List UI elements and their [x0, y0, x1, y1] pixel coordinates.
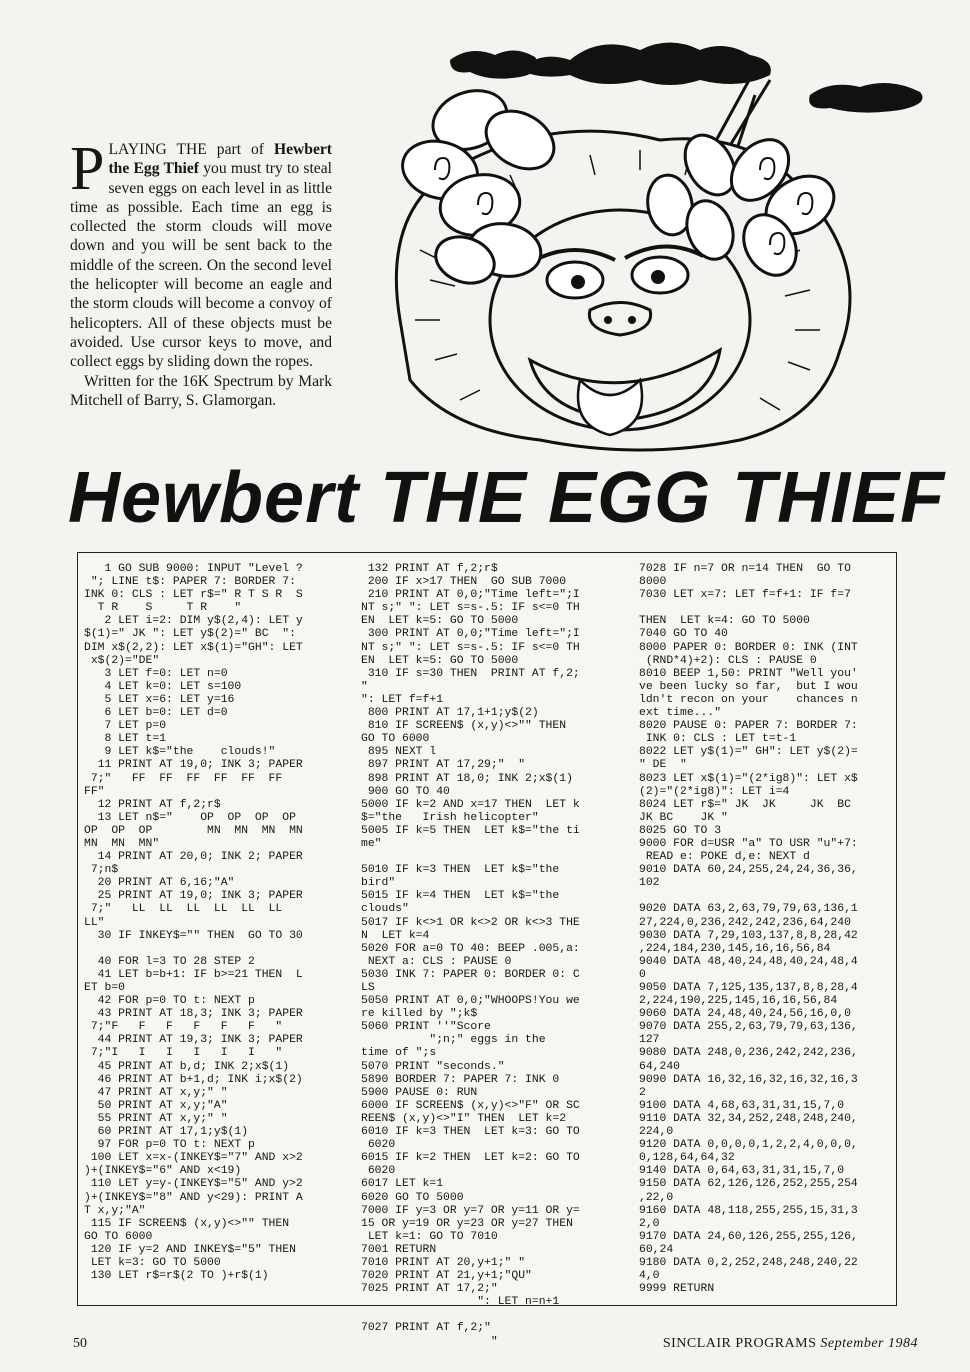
storm-cloud-top [520, 43, 771, 86]
intro-text [70, 135, 332, 410]
listing-column-3: 7028 IF n=7 OR n=14 THEN GO TO 8000 7030 LET x=7: LET f=f+1: IF f=7 THEN LET k=4: GO TO 5000 7040 GO TO 40 8000 PAPER 0: BORDER 0: INK (INT (RND*4)+2): CLS : PAUSE 0 8010 BEEP 1,50: PRINT "Well you' ve been lucky so far, but I wou ldn't recon on your chances n ext time..." 8020 PAUSE 0: PAPER 7: BORDER 7: INK 0: CLS : LET t=t-1 8022 LET y$(1)=" GH": LET y$(2)= " DE " 8023 LET x$(1)="(2*ig8)": LET x$ (2)="(2*ig8)": LET i=4 8024 LET r$=" JK JK JK BC JK BC JK " 8025 GO TO 3 9000 FOR d=USR "a" TO USR "u"+7: READ e: POKE d,e: NEXT d 9010 DATA 60,24,255,24,24,36,36, 102 9020 DATA 63,2,63,79,79,63,136,1 27,224,0,236,242,242,236,64,240 9030 DATA 7,29,103,137,8,8,28,42 ,224,184,230,145,16,16,56,84 9040 DATA 48,40,24,48,40,24,48,4 0 9050 DATA 7,125,135,137,8,8,28,4 2,224,190,225,145,16,16,56,84 9060 DATA 24,48,40,24,56,16,0,0 9070 DATA 255,2,63,79,79,63,136, 127 9080 DATA 248,0,236,242,242,236, 64,240 9090 DATA 16,32,16,32,16,32,16,3 2 9100 DATA 4,68,63,31,31,15,7,0 9110 DATA 32,34,252,248,248,240, 224,0 9120 DATA 0,0,0,0,1,2,2,4,0,0,0, 0,128,64,64,32 9140 DATA 0,64,63,31,31,15,7,0 9150 DATA 62,126,126,252,255,254 ,22,0 9160 DATA 48,118,255,255,15,31,3 2,0 9170 DATA 24,60,126,255,255,126, 60,24 9180 DATA 0,2,252,248,248,240,22 4,0 9999 RETURN [639, 563, 858, 1296]
title-text: Hewbert THE EGG THIEF [68, 458, 946, 538]
drop-cap: P [70, 135, 105, 203]
article-title [60, 455, 946, 545]
author-credit: Written for the 16K Spectrum by Mark Mitchell of Barry, S. Glamorgan. [70, 372, 332, 409]
intro-lead: LAYING THE part of [108, 141, 274, 158]
gorilla-illustration [340, 20, 940, 460]
storm-cloud-right [809, 83, 922, 113]
storm-cloud-bottom [450, 50, 538, 78]
gorilla-nose [589, 303, 650, 336]
intro-body: you must try to steal seven eggs on each level in as little time as possible. Each time an egg is collected the storm clouds will move down and you will be sent back to the middle of the screen. On the second level the helicopter will become an eagle and the storm clouds will become a convoy of helicopters. All of these objects must be avoided. Use cursor keys to move, and collect eggs by sliding down the ropes. [70, 160, 332, 371]
intro-title-bold: Hewbert the Egg Thief [108, 141, 332, 178]
listing-column-1: 1 GO SUB 9000: INPUT "Level ? "; LINE t$: PAPER 7: BORDER 7: INK 0: CLS : LET r$=" R T S R S T R S T R " 2 LET i=2: DIM y$(2,4): LET y $(1)=" JK ": LET y$(2)=" BC ": DIM x$(2,2): LET x$(1)="GH": LET x$(2)="DE" 3 LET f=0: LET n=0 4 LET k=0: LET s=100 5 LET x=6: LET y=16 6 LET b=0: LET d=0 7 LET p=0 8 LET t=1 9 LET k$="the clouds!" 11 PRINT AT 19,0; INK 3; PAPER 7;" FF FF FF FF FF FF FF" 12 PRINT AT f,2;r$ 13 LET n$=" OP OP OP OP OP OP OP MN MN MN MN MN MN MN" 14 PRINT AT 20,0; INK 2; PAPER 7;n$ 20 PRINT AT 6,16;"A" 25 PRINT AT 19,0; INK 3; PAPER 7;" LL LL LL LL LL LL LL" 30 IF INKEY$="" THEN GO TO 30 40 FOR l=3 TO 28 STEP 2 41 LET b=b+1: IF b>=21 THEN L ET b=0 42 FOR p=0 TO t: NEXT p 43 PRINT AT 18,3; INK 3; PAPER 7;"F F F F F F " 44 PRINT AT 19,3; INK 3; PAPER 7;"I I I I I I " 45 PRINT AT b,d; INK 2;x$(1) 46 PRINT AT b+1,d; INK i;x$(2) 47 PRINT AT x,y;" " 50 PRINT AT x,y;"A" 55 PRINT AT x,y;" " 60 PRINT AT 17,1;y$(1) 97 FOR p=0 TO t: NEXT p 100 LET x=x-(INKEY$="7" AND x>2 )+(INKEY$="6" AND x<19) 110 LET y=y-(INKEY$="5" AND y>2 )+(INKEY$="8" AND y<29): PRINT A T x,y;"A" 115 IF SCREEN$ (x,y)<>"" THEN GO TO 6000 120 IF y=2 AND INKEY$="5" THEN LET k=3: GO TO 5000 130 LET r$=r$(2 TO )+r$(1) [84, 563, 303, 1283]
listing-column-2: 132 PRINT AT f,2;r$ 200 IF x>17 THEN GO SUB 7000 210 PRINT AT 0,0;"Time left=";I NT s;" ": LET s=s-.5: IF s<=0 TH EN LET k=5: GO TO 5000 300 PRINT AT 0,0;"Time left=";I NT s;" ": LET s=s-.5: IF s<=0 TH EN LET k=5: GO TO 5000 310 IF s=30 THEN PRINT AT f,2; " ": LET f=f+1 800 PRINT AT 17,1+1;y$(2) 810 IF SCREEN$ (x,y)<>"" THEN GO TO 6000 895 NEXT l 897 PRINT AT 17,29;" " 898 PRINT AT 18,0; INK 2;x$(1) 900 GO TO 40 5000 IF k=2 AND x=17 THEN LET k $="the Irish helicopter" 5005 IF k=5 THEN LET k$="the ti me" 5010 IF k=3 THEN LET k$="the bird" 5015 IF k=4 THEN LET k$="the clouds" 5017 IF k<>1 OR k<>2 OR k<>3 THE N LET k=4 5020 FOR a=0 TO 40: BEEP .005,a: NEXT a: CLS : PAUSE 0 5030 INK 7: PAPER 0: BORDER 0: C LS 5050 PRINT AT 0,0;"WHOOPS!You we re killed by ";k$ 5060 PRINT ''"Score ";n;" eggs in the time of ";s 5070 PRINT "seconds." 5890 BORDER 7: PAPER 7: INK 0 5900 PAUSE 0: RUN 6000 IF SCREEN$ (x,y)<>"F" OR SC REEN$ (x,y)<>"I" THEN LET k=2 6010 IF k=3 THEN LET k=3: GO TO 6020 6015 IF k=2 THEN LET k=2: GO TO 6020 6017 LET k=1 6020 GO TO 5000 7000 IF y=3 OR y=7 OR y=11 OR y= 15 OR y=19 OR y=23 OR y=27 THEN LET k=1: GO TO 7010 7001 RETURN 7010 PRINT AT 20,y+1;" " 7020 PRINT AT 21,y+1;"QU" 7025 PRINT AT 17,2;" ": LET n=n+1 7027 PRINT AT f,2;" " [361, 563, 580, 1348]
page-number: 50 [73, 1336, 87, 1351]
magazine-name: SINCLAIR PROGRAMS [662, 1336, 821, 1351]
issue-date: September 1984 [820, 1336, 918, 1351]
magazine-footer [663, 1336, 918, 1352]
show-through-text [70, 30, 286, 56]
